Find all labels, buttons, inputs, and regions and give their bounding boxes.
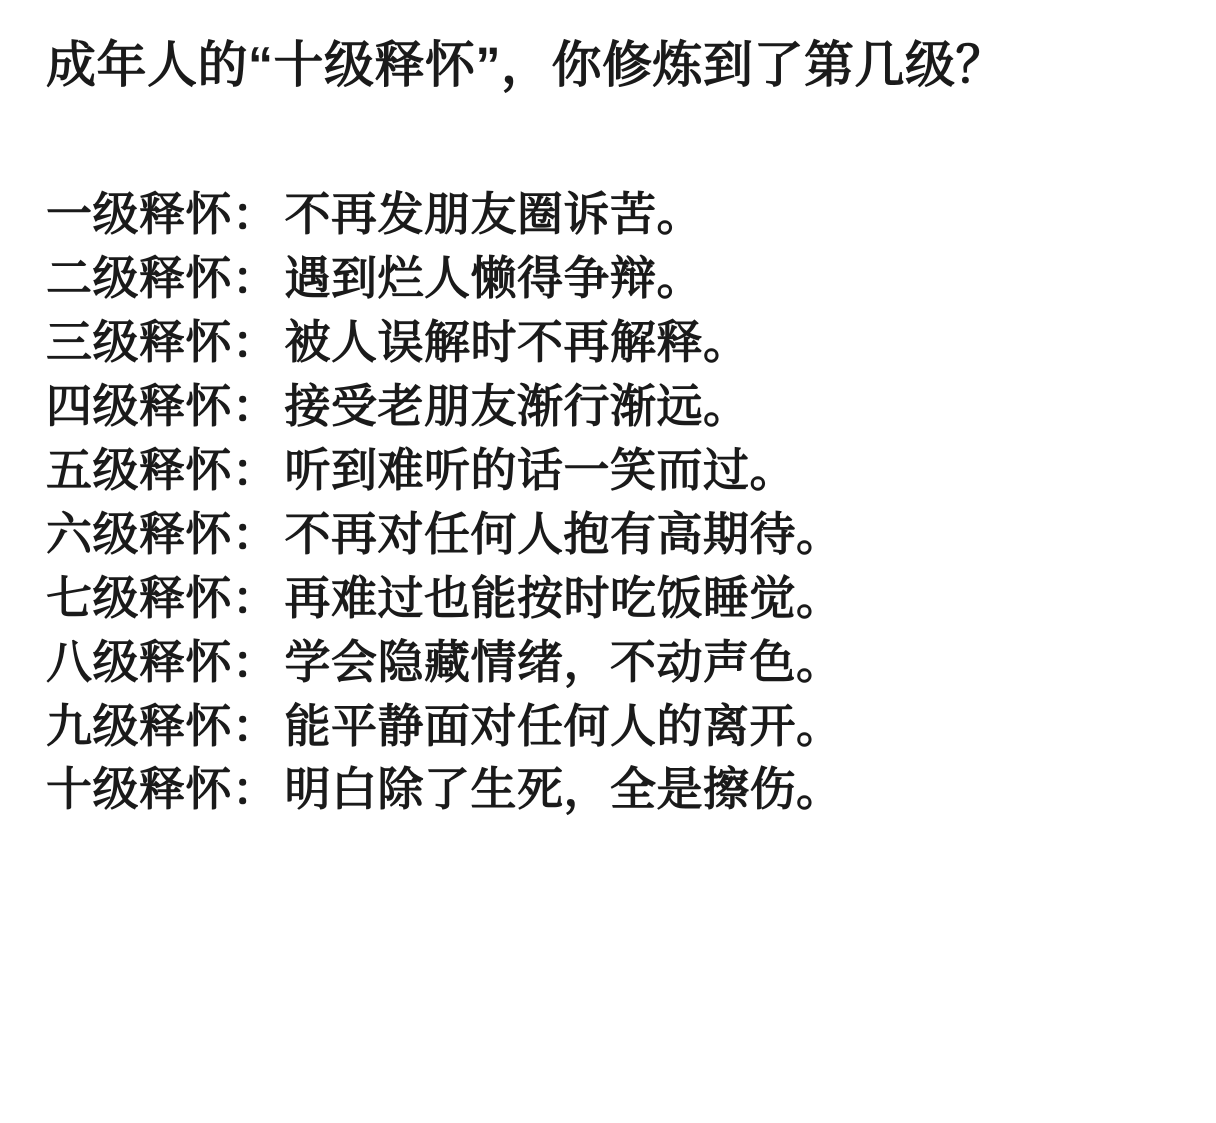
level-text: 接受老朋友渐行渐远。 [284,379,750,432]
level-text: 不再发朋友圈诉苦。 [284,188,703,240]
level-text: 再难过也能按时吃饭睡觉。 [284,571,843,624]
level-label: 二级释怀： [46,251,279,304]
level-label: 五级释怀： [46,443,279,496]
list-item [46,758,1170,822]
list-item [46,439,1170,503]
level-text: 遇到烂人懒得争辩。 [284,251,703,304]
level-text: 被人误解时不再解释。 [284,315,750,368]
level-label: 一级释怀： [46,188,279,240]
level-text: 学会隐藏情绪，不动声色。 [284,635,843,688]
list-item [46,247,1170,311]
level-list [46,183,1170,822]
level-label: 六级释怀： [46,507,279,560]
level-label: 八级释怀： [46,635,279,688]
page-title: 成年人的“十级释怀”，你修炼到了第几级？ [46,37,1006,93]
level-text: 明白除了生死，全是擦伤。 [284,763,843,816]
list-item [46,631,1170,695]
list-item [46,375,1170,439]
level-text: 能平静面对任何人的离开。 [284,699,843,752]
list-item [46,503,1170,567]
level-text: 不再对任何人抱有高期待。 [284,507,843,560]
level-text: 听到难听的话一笑而过。 [284,443,796,496]
list-item [46,695,1170,759]
level-label: 九级释怀： [46,699,279,752]
level-label: 四级释怀： [46,379,279,432]
list-item [46,311,1170,375]
title-body-spacer [46,97,1170,183]
list-item [46,183,1170,247]
level-label: 三级释怀： [46,315,279,368]
level-label: 十级释怀： [46,763,279,816]
level-label: 七级释怀： [46,571,279,624]
list-item [46,567,1170,631]
